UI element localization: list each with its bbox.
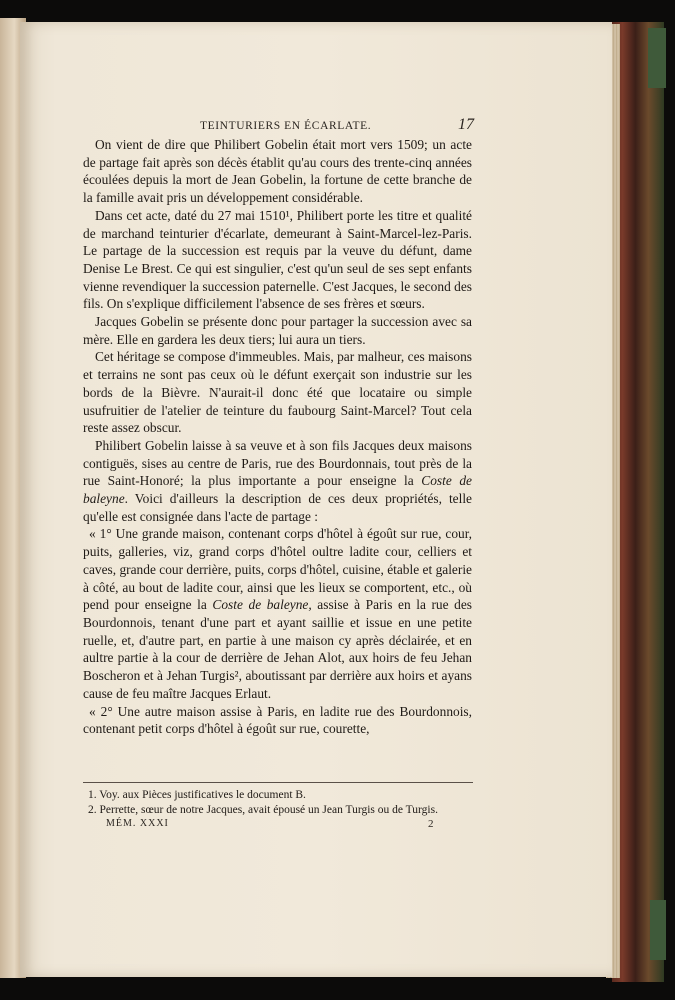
paragraph-text: Philibert Gobelin laisse à sa veuve et à son fils Jacques deux maisons contiguës, sises au centre de Paris, rue des Bourdonnais, tout près de la rue Saint-Honoré; la plus importante a pour enseigne la: [83, 437, 472, 489]
quotation-paragraph: « 2° Une autre maison assise à Paris, en ladite rue des Bourdonnois, contenant petit corps d'hôtel à égoût sur rue, courette,: [83, 703, 472, 737]
footnote: 1. Voy. aux Pièces justificatives le document B.: [88, 789, 306, 801]
footnote: 2. Perrette, sœur de notre Jacques, avait épousé un Jean Turgis ou de Turgis.: [88, 804, 438, 816]
paragraph: Cet héritage se compose d'immeubles. Mais, par malheur, ces maisons et terrains ne sont pas ceux où le défunt exerçait son industrie sur les bords de la Bièvre. N'aurait-il donc été que locataire ou simple usufruitier de l'atelier de teinture du faubourg Saint-Marcel? Tout cela reste assez obscur.: [83, 349, 472, 436]
paragraph-text: . Voici d'ailleurs la description de ces deux propriétés, telle qu'elle est consignée dans l'acte de partage :: [83, 491, 472, 524]
paragraph: Dans cet acte, daté du 27 mai 1510¹, Philibert porte les titre et qualité de marchand teinturier d'écarlate, demeurant à Saint-Marcel-lez-Paris. Le partage de la succession est requis par la veuve du défunt, dame Denise Le Brest. Ce qui est singulier, c'est qu'un seul de ses sept enfants vienne revendiquer la succession paternelle. C'est Jacques, le second des fils. On s'explique difficilement l'absence de ses frères et sœurs.: [83, 207, 472, 312]
page-number: 17: [458, 116, 474, 133]
paragraph: On vient de dire que Philibert Gobelin était mort vers 1509; un acte de partage fait après son décès établit qu'au cours des trente-cinq années écoulées depuis la mort de Jean Gobelin, la fortune de cette branche de la famille avait pris un développement considérable.: [83, 137, 472, 206]
paragraph: Jacques Gobelin se présente donc pour partager la succession avec sa mère. Elle en gardera les deux tiers; lui aura un tiers.: [83, 314, 472, 347]
binding-corner-bottom: [650, 900, 666, 960]
paragraph-text: assise à Paris en la rue des Bourdonnois, tenant d'une part et ayant saillie et issue en une petite ruelle, et, d'autre part, en partie à une maison cy après déclairée, et en aultre partie à la cour de derrière de Jehan Alot, aux hoirs de feu Jehan Boscheron et à Jehan Turgis², aboutissant par derrière aux hoirs et ayans cause de feu maître Jacques Erlaut.: [83, 597, 472, 701]
body-text: [83, 136, 472, 738]
paragraph: [83, 437, 472, 526]
signature-number: 2: [428, 818, 434, 830]
quotation-paragraph: [83, 525, 472, 702]
binding-corner-top: [648, 28, 666, 88]
italic-name: Coste de baleyne: [83, 473, 472, 507]
running-head: TEINTURIERS EN ÉCARLATE.: [200, 120, 372, 132]
footnotes: [88, 788, 480, 818]
italic-name: Coste de baleyne,: [212, 597, 312, 613]
footnote-rule: [83, 782, 473, 783]
paragraph-text: « 1° Une grande maison, contenant corps d'hôtel à égoût sur rue, cour, puits, galleries, viz, grand corps d'hôtel oultre ladite cour, celliers et caves, grande cour derrière, puits, corps d'hôtel, cuisine, étable et galerie à côté, au bout de ladite cour, ainsi que les lieux se comportent, etc., où pend pour enseigne la: [83, 526, 472, 613]
signature-mark: MÉM. XXXI: [106, 818, 169, 829]
